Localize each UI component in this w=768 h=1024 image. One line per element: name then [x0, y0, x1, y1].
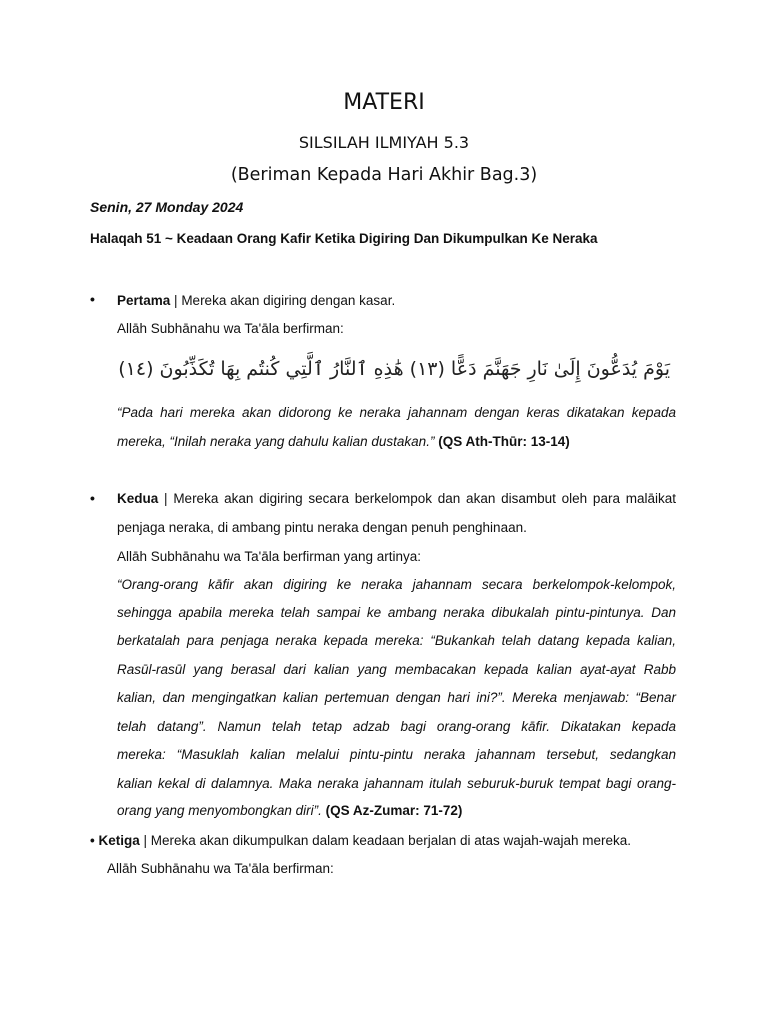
section-text-kedua-cont: penjaga neraka, di ambang pintu neraka dengan penuh penghinaan.	[117, 520, 527, 535]
translation-line: kalian, dan mengingatkan kalian pertemuan dengan hari ini?”. Mereka menjawab: “Benar	[117, 690, 676, 705]
translation-line: kalian kekal di dalamnya. Maka neraka jahannam itulah seburuk-buruk tempat bagi orang-	[117, 776, 676, 791]
section-separator: |	[158, 491, 174, 506]
translation-line: “Pada hari mereka akan didorong ke neraka jahannam dengan keras dikatakan kepada	[117, 405, 676, 420]
translation-line-with-ref	[117, 434, 570, 449]
halaqah-heading: Halaqah 51 ~ Keadaan Orang Kafir Ketika Digiring Dan Dikumpulkan Ke Neraka	[90, 231, 598, 246]
translation-line: “Orang-orang kāfir akan digiring ke neraka jahannam secara berkelompok-kelompok,	[117, 577, 676, 592]
document-topic: (Beriman Kepada Hari Akhir Bag.3)	[230, 165, 538, 185]
bullet-ketiga: •	[90, 833, 95, 848]
section-text-ketiga: Mereka akan dikumpulkan dalam keadaan berjalan di atas wajah-wajah mereka.	[150, 833, 632, 848]
section-intro-kedua: Allāh Subhānahu wa Ta'āla berfirman yang artinya:	[117, 549, 422, 564]
translation-line-with-ref	[117, 803, 462, 818]
translation-line: telah datang”. Namun telah tetap adzab bagi orang-orang kāfir. Dikatakan kepada	[117, 719, 676, 734]
section-separator: |	[139, 833, 151, 848]
document-subtitle: SILSILAH ILMIYAH 5.3	[298, 133, 470, 152]
document-date: Senin, 27 Monday 2024	[90, 199, 244, 215]
translation-line: Rasūl-rasūl yang berasal dari kalian yang membacakan kepada kalian ayat-ayat Rabb	[117, 662, 676, 677]
arabic-verse: يَوْمَ يُدَعُّونَ إِلَىٰ نَارِ جَهَنَّمَ دَعًّا (١٣) هَٰذِهِ ٱلنَّارُ ٱلَّتِي كُنتُم بِهَا تُكَذِّبُونَ (١٤)	[118, 358, 670, 380]
translation-line: mereka, “Inilah neraka yang dahulu kalian dustakan.”	[117, 434, 435, 449]
quran-reference: (QS Az-Zumar: 71-72)	[325, 803, 463, 818]
quran-reference: (QS Ath-Thūr: 13-14)	[438, 434, 570, 449]
translation-line: berkatalah para penjaga neraka kepada mereka: “Bukankah telah datang kepada kalian,	[117, 633, 676, 648]
translation-line: mereka: “Masuklah kalian melalui pintu-pintu neraka jahannam tersebut, sedangkan	[117, 747, 676, 762]
section-ketiga-line	[90, 833, 631, 848]
section-text-kedua: Mereka akan digiring secara berkelompok dan akan disambut oleh para malāikat	[173, 491, 676, 506]
section-label-pertama: Pertama	[117, 293, 171, 308]
section-separator: |	[170, 293, 182, 308]
section-pertama-line	[117, 293, 395, 308]
document-title: MATERI	[343, 90, 425, 115]
section-text-pertama: Mereka akan digiring dengan kasar.	[181, 293, 396, 308]
section-intro-ketiga: Allāh Subhānahu wa Ta'āla berfirman:	[107, 861, 334, 876]
section-label-kedua: Kedua	[117, 491, 159, 506]
translation-line: sehingga apabila mereka telah sampai ke ambang neraka dibukalah pintu-pintunya. Dan	[117, 605, 676, 620]
translation-line: orang yang menyombongkan diri”.	[117, 803, 322, 818]
bullet-kedua: •	[90, 490, 95, 506]
section-intro-pertama: Allāh Subhānahu wa Ta'āla berfirman:	[117, 321, 344, 336]
section-kedua-line	[117, 491, 676, 506]
bullet-pertama: •	[90, 291, 95, 307]
section-label-ketiga: Ketiga	[98, 833, 140, 848]
